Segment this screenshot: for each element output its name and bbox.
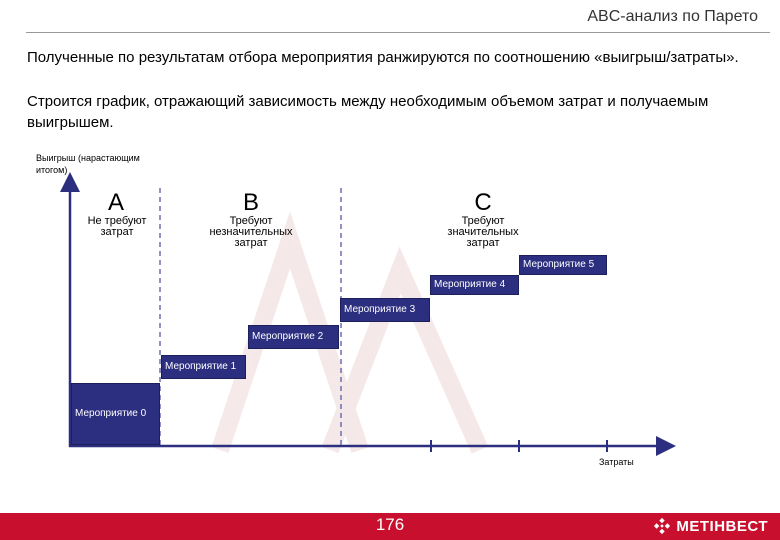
step-bar-1: Мероприятие 1 [161, 355, 246, 379]
intro-paragraph-1: Полученные по результатам отбора мероприятия ранжируются по соотношению «выигрыш/затраты». [27, 49, 739, 66]
zone-a-letter: A [107, 189, 124, 216]
company-logo [653, 516, 768, 536]
step-bar-0: Мероприятие 0 [71, 383, 160, 445]
zone-c-description: Требуют значительных затрат [447, 215, 519, 249]
y-axis-label: Выигрыш (нарастающим итогом) [36, 153, 140, 175]
zone-a-description: Не требуют затрат [87, 215, 147, 238]
logo-text: МЕТІНВЕСТ [676, 517, 768, 535]
step-bar-5: Мероприятие 5 [519, 255, 607, 275]
intro-paragraph-2: Строится график, отражающий зависимость между необходимым объемом затрат и получаемым выигрышем. [27, 93, 709, 131]
zone-b-description: Требуют незначительных затрат [209, 215, 293, 249]
zone-b-letter: B [242, 189, 259, 216]
page-title: ABC-анализ по Парето [587, 8, 758, 25]
page-number: 176 [375, 515, 405, 534]
metinvest-logo-icon [653, 517, 671, 535]
x-axis-label: Затраты [599, 457, 634, 467]
step-bar-4: Мероприятие 4 [430, 275, 519, 295]
step-bar-3: Мероприятие 3 [340, 298, 430, 322]
zone-c-letter: C [474, 189, 492, 216]
step-bar-2: Мероприятие 2 [248, 325, 339, 349]
